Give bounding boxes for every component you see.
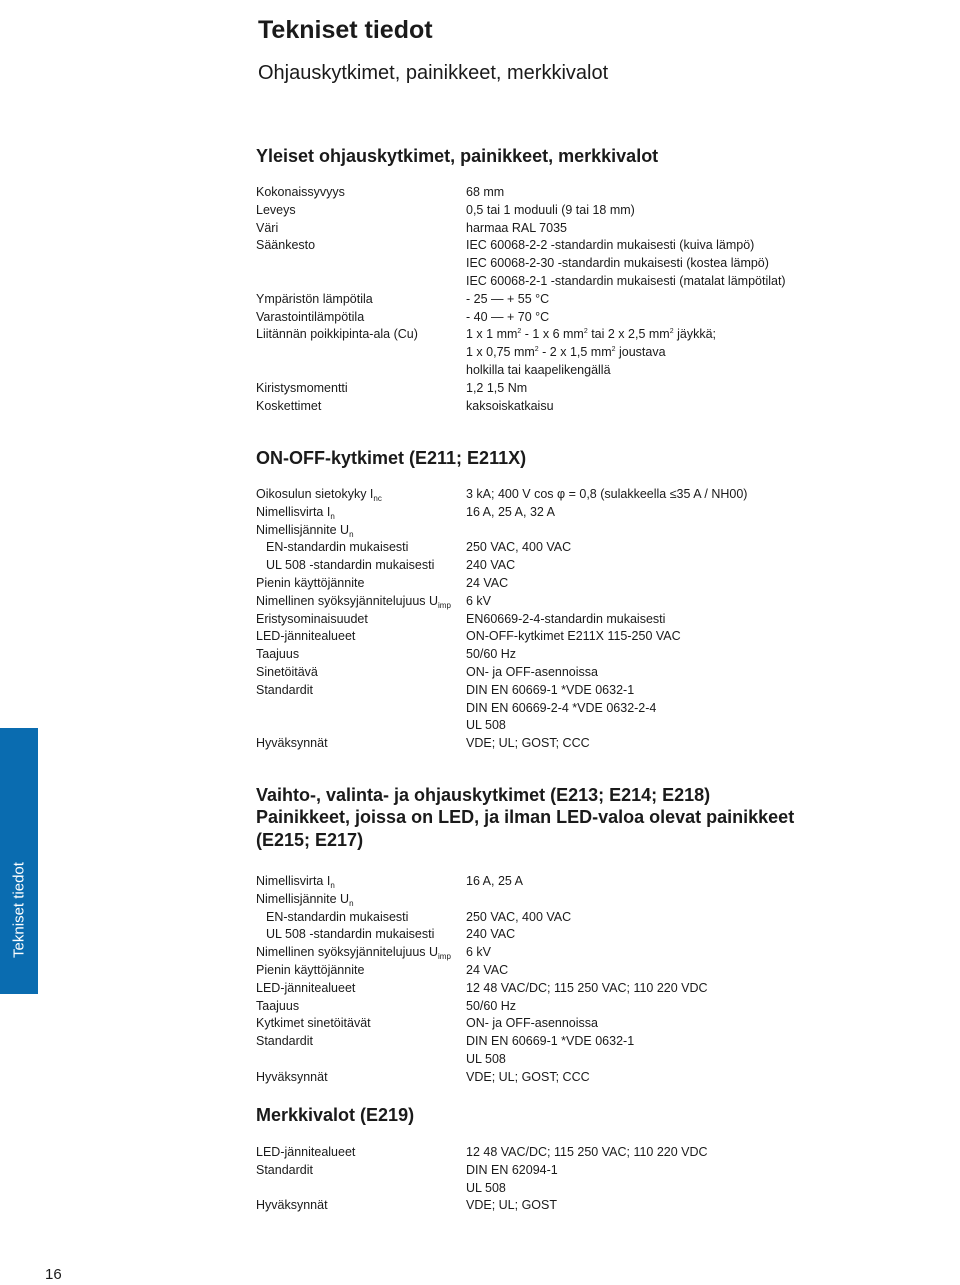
spec-value-cross-section-flexible [466,344,666,362]
spec-value: 50/60 Hz [466,998,517,1013]
spec-label: UL 508 -standardin mukaisesti [266,558,435,573]
spec-value: 0,5 tai 1 moduuli (9 tai 18 mm) [466,202,635,217]
page-title: Tekniset tiedot [258,16,433,44]
spec-value: ON- ja OFF-asennoissa [466,1016,598,1031]
section-title-switches-line3: (E215; E217) [256,830,364,850]
spec-value: 1,2 1,5 Nm [466,380,528,395]
spec-label-subscript: n [330,881,335,890]
side-tab-label: Tekniset tiedot [10,862,28,958]
cross-section-text: tai 2 x 2,5 mm [587,327,670,342]
spec-label: LED-jännitealueet [256,629,356,644]
spec-value: 6 kV [466,593,492,608]
spec-value: 240 VAC [466,927,516,942]
spec-label: EN-standardin mukaisesti [266,909,409,924]
spec-label [256,944,451,962]
spec-label: LED-jännitealueet [256,1145,356,1159]
spec-value: VDE; UL; GOST; CCC [466,1069,590,1084]
spec-label: Standardit [256,1034,313,1049]
spec-label: Hyväksynnät [256,1198,328,1213]
spec-label: Pienin käyttöjännite [256,575,365,590]
cross-section-text: - 1 x 6 mm [521,327,584,342]
spec-label: Kiristysmomentti [256,380,348,395]
spec-value: kaksoiskatkaisu [466,398,554,413]
spec-label: Leveys [256,202,296,217]
spec-value: 250 VAC, 400 VAC [466,909,572,924]
spec-label: LED-jännitealueet [256,980,356,995]
spec-label [256,593,451,611]
spec-value: UL 508 [466,718,506,733]
spec-value: holkilla tai kaapelikengällä [466,362,611,377]
spec-label-text: Nimellisvirta I [256,504,331,519]
spec-value: IEC 60068-2-30 -standardin mukaisesti (kostea lämpö) [466,256,769,271]
spec-value: ON- ja OFF-asennoissa [466,664,598,679]
superscript-2: 2 [583,328,588,336]
spec-label-text: Nimellinen syöksyjännitelujuus U [256,945,439,960]
spec-value: ON-OFF-kytkimet E211X 115-250 VAC [466,629,681,644]
spec-label-subscript: n [349,898,354,908]
spec-label: Varastointilämpötila [256,309,365,324]
spec-value: 250 VAC, 400 VAC [466,540,572,555]
section-title-indicator-lights: Merkkivalot (E219) [256,1105,415,1125]
spec-value: 240 VAC [466,558,516,573]
spec-label-subscript: n [330,511,335,521]
spec-value: IEC 60068-2-1 -standardin mukaisesti (matalat lämpötilat) [466,273,786,288]
spec-label: EN-standardin mukaisesti [266,540,409,555]
spec-label: Hyväksynnät [256,1069,328,1084]
spec-label [256,891,354,909]
spec-label-text: Oikosulun sietokyky I [256,487,374,501]
spec-label: Sinetöitävä [256,664,318,679]
spec-label-text: Nimellisvirta I [256,874,331,888]
spec-label: Säänkesto [256,238,316,253]
spec-value: 24 VAC [466,962,509,977]
section-title-switches-line1: Vaihto-, valinta- ja ohjauskytkimet (E213; E214; E218) [256,785,711,805]
spec-label: Pienin käyttöjännite [256,962,365,977]
spec-value: 16 A, 25 A [466,874,523,888]
spec-value: UL 508 [466,1180,506,1195]
spec-label: Koskettimet [256,398,322,413]
spec-label: Taajuus [256,647,300,662]
spec-value: 3 kA; 400 V cos φ = 0,8 (sulakkeella ≤35 A / NH00) [466,487,748,501]
spec-label-subscript: imp [438,600,451,610]
spec-label-subscript: n [349,529,354,539]
spec-label: Ympäristön lämpötila [256,291,373,306]
cross-section-text: 1 x 0,75 mm [466,345,535,360]
spec-value: - 40 — + 70 °C [466,309,550,324]
superscript-2: 2 [611,346,616,354]
spec-label: UL 508 -standardin mukaisesti [266,927,435,942]
spec-value: - 25 — + 55 °C [466,291,550,306]
spec-label-subscript: nc [373,494,382,503]
spec-label [256,504,335,522]
spec-value: 68 mm [466,185,505,199]
spec-label: Standardit [256,682,313,697]
section-title-general: Yleiset ohjauskytkimet, painikkeet, merkkivalot [256,146,659,166]
cross-section-text: joustava [615,345,666,360]
spec-value-cross-section-rigid [466,326,716,344]
spec-value: DIN EN 60669-1 *VDE 0632-1 [466,1034,635,1049]
section-title-on-off: ON-OFF-kytkimet (E211; E211X) [256,448,527,468]
page-subtitle: Ohjauskytkimet, painikkeet, merkkivalot [258,62,609,84]
spec-value: DIN EN 60669-2-4 *VDE 0632-2-4 [466,700,657,715]
spec-value: 16 A, 25 A, 32 A [466,504,555,519]
cross-section-text: jäykkä; [673,327,717,342]
spec-value: EN60669-2-4-standardin mukaisesti [466,611,666,626]
spec-value: 50/60 Hz [466,647,517,662]
spec-label-text: Nimellisjännite U [256,891,350,906]
superscript-2: 2 [534,346,539,354]
spec-value: IEC 60068-2-2 -standardin mukaisesti (kuiva lämpö) [466,238,755,253]
spec-value: DIN EN 62094-1 [466,1162,558,1177]
spec-value: VDE; UL; GOST [466,1198,557,1213]
superscript-2: 2 [669,328,674,336]
spec-label: Kytkimet sinetöitävät [256,1016,371,1031]
spec-label-text: Nimellisjännite U [256,522,350,537]
spec-label [256,486,382,504]
spec-label: Eristysominaisuudet [256,611,368,626]
spec-value: 12 48 VAC/DC; 115 250 VAC; 110 220 VDC [466,980,708,995]
spec-value: VDE; UL; GOST; CCC [466,736,590,751]
cross-section-text: 1 x 1 mm [466,327,518,342]
cross-section-text: - 2 x 1,5 mm [538,345,612,360]
spec-label: Taajuus [256,998,300,1013]
spec-value: harmaa RAL 7035 [466,220,567,235]
spec-value: 12 48 VAC/DC; 115 250 VAC; 110 220 VDC [466,1145,708,1159]
spec-label [256,522,354,540]
spec-label [256,873,335,891]
spec-value: 24 VAC [466,575,509,590]
superscript-2: 2 [517,328,522,336]
spec-label: Kokonaissyvyys [256,185,345,199]
page-number: 16 [45,1266,62,1283]
spec-value: 6 kV [466,945,492,960]
spec-value: DIN EN 60669-1 *VDE 0632-1 [466,682,635,697]
spec-label: Väri [256,220,279,235]
spec-label: Standardit [256,1162,313,1177]
spec-value: UL 508 [466,1051,506,1066]
spec-label: Hyväksynnät [256,736,328,751]
spec-label-subscript: imp [438,952,451,962]
section-title-switches-line2: Painikkeet, joissa on LED, ja ilman LED-valoa olevat painikkeet [256,807,795,827]
spec-label-text: Nimellinen syöksyjännitelujuus U [256,593,439,608]
spec-label: Liitännän poikkipinta-ala (Cu) [256,327,418,342]
